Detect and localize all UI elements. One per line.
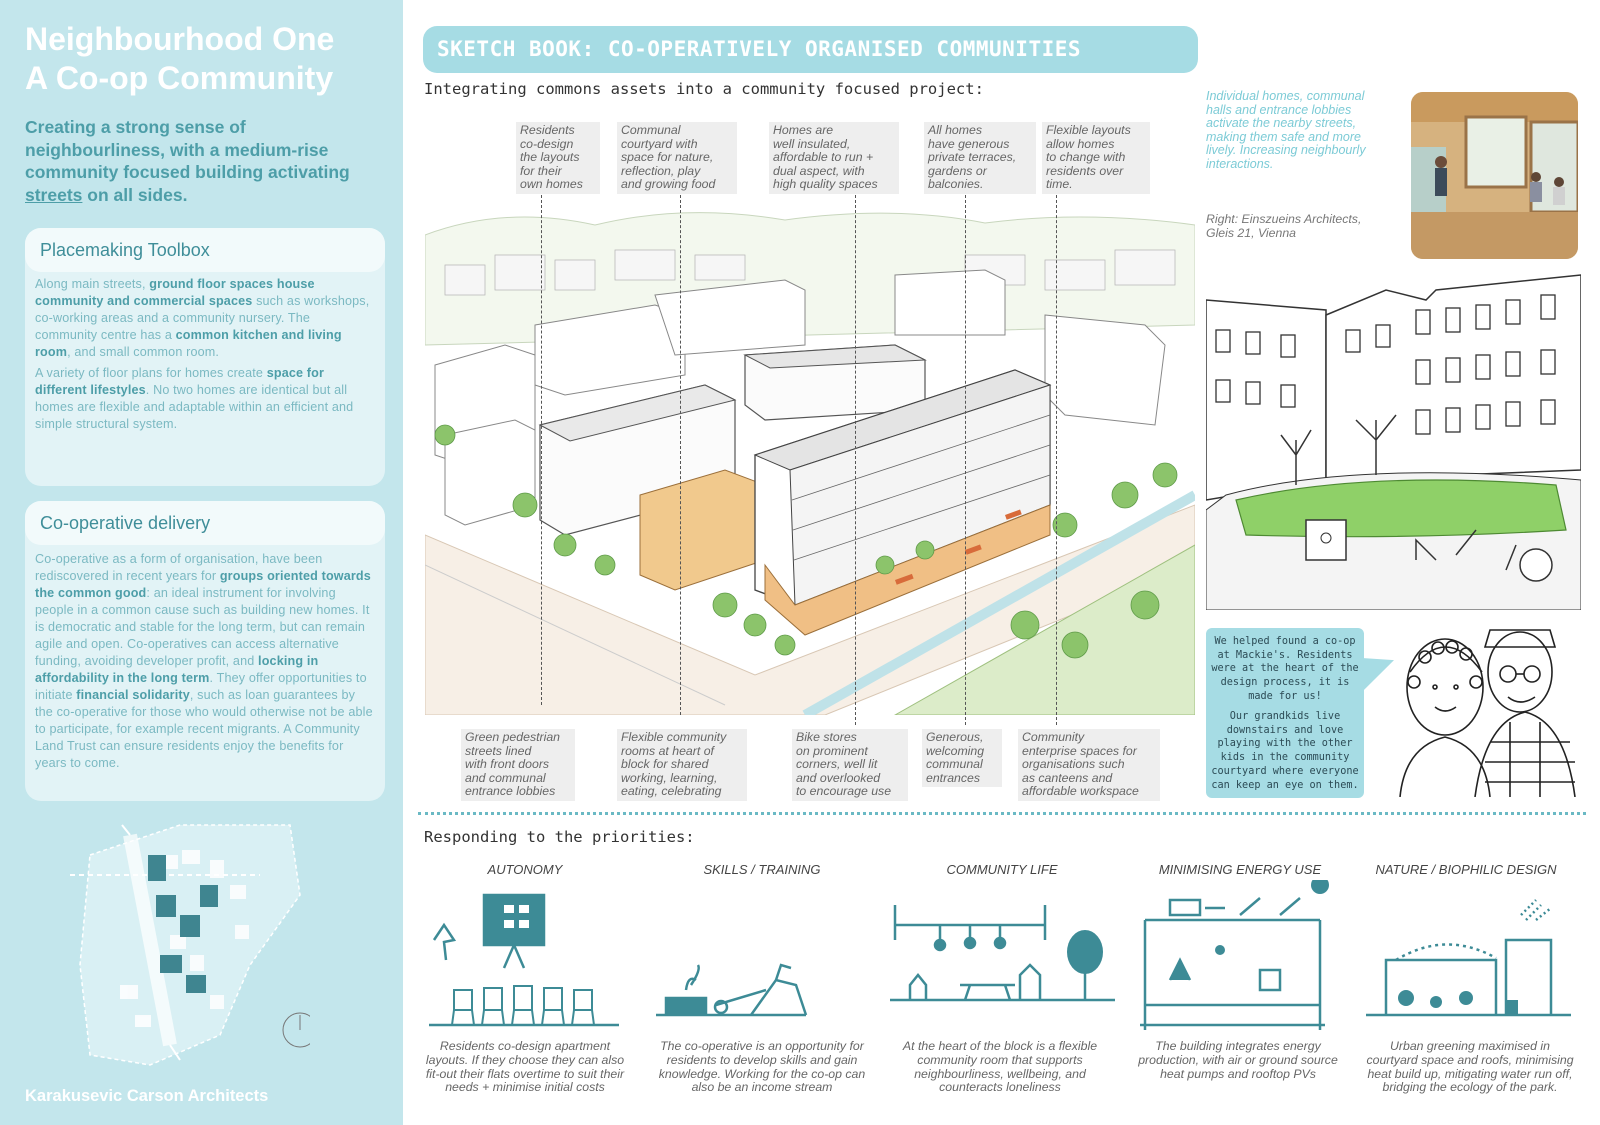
callout-green-streets: Green pedestrian streets lined with front doors and communal entrance lobbies [461, 729, 575, 801]
highlighted-phrase: common kitchen and living room [35, 328, 342, 359]
residents-couple-drawing [1390, 612, 1580, 797]
leader-line-3 [855, 195, 856, 725]
callout-communal-entrances: Generous, welcoming communal entrances [922, 729, 1002, 787]
priority-text-nature: Urban greening maximised in courtyard space and roofs, minimising heat build up, mitigating water run off, bridging the ecology of the park. [1366, 1039, 1574, 1095]
placemaking-toolbox-panel [25, 228, 385, 486]
practice-name-footer: Karakusevic Carson Architects [25, 1087, 269, 1105]
callout-community-rooms: Flexible community rooms at heart of block for shared working, learning, eating, celebrating [617, 729, 747, 801]
intro-text [25, 116, 380, 206]
toolbox-paragraph-1 [35, 276, 375, 361]
interior-photo [1411, 92, 1578, 259]
sketch-subtitle: Integrating commons assets into a community focused project: [424, 80, 984, 98]
skills-icon [656, 880, 856, 1030]
body-text-run: . No two homes are identical but all homes are flexible and adaptable within an efficient and simple structural system. [35, 383, 354, 431]
priority-title-autonomy: AUTONOMY [487, 862, 563, 877]
sidebar [0, 0, 403, 1125]
sketchbook-banner [423, 26, 1198, 73]
placemaking-toolbox-heading: Placemaking Toolbox [25, 228, 385, 272]
leader-line-5 [1056, 195, 1057, 725]
priority-text-community: At the heart of the block is a flexible community room that supports neighbourliness, wellbeing, and counteracts loneliness [902, 1039, 1098, 1095]
highlighted-phrase: locking in affordability in the long term [35, 654, 319, 685]
body-text-run: , and small common room. [67, 345, 220, 359]
nature-icon [1366, 880, 1576, 1030]
callout-insulated-homes: Homes are well insulated, affordable to run + dual aspect, with high quality spaces [769, 122, 899, 194]
delivery-paragraph [35, 551, 375, 772]
body-text-run: such as workshops, co-working areas and a community nursery. The community centre has a [35, 294, 370, 342]
leader-line-4 [965, 195, 966, 725]
callout-enterprise-spaces: Community enterprise spaces for organisations such as canteens and affordable workspace [1018, 729, 1160, 801]
autonomy-icon [424, 880, 624, 1030]
intro-text-start: Creating a strong sense of neighbourliness, with a medium-rise community focused building activating [25, 117, 350, 182]
placemaking-toolbox-body [25, 272, 385, 433]
page-title [25, 20, 395, 98]
body-text-run: Along main streets, [35, 277, 150, 291]
body-text-run: Co-operative as a form of organisation, have been rediscovered in recent years for [35, 552, 323, 583]
callout-co-design: Residents co-design the layouts for their own homes [516, 122, 600, 194]
body-text-run: A variety of floor plans for homes create [35, 366, 267, 380]
callout-private-terraces: All homes have generous private terraces, gardens or balconies. [924, 122, 1036, 194]
highlighted-phrase: ground floor spaces house community and commercial spaces [35, 277, 315, 308]
resident-quote-2: Our grandkids live downstairs and love playing with the other kids in the community courtyard where everyone can keep an eye on them. [1211, 711, 1359, 791]
activation-note: Individual homes, communal halls and entrance lobbies activate the nearby streets, making them safe and more lively. Increasing neighbourly interactions. [1206, 89, 1366, 171]
site-map-diagram [60, 815, 310, 1075]
highlighted-phrase: groups oriented towards the common good [35, 569, 371, 600]
callout-communal-courtyard: Communal courtyard with space for nature, reflection, play and growing food [617, 122, 737, 194]
callout-flexible-layouts: Flexible layouts allow homes to change with residents over time. [1042, 122, 1150, 194]
title-line-2: A Co-op Community [25, 60, 334, 96]
cooperative-delivery-panel [25, 501, 385, 801]
toolbox-paragraph-2 [35, 365, 375, 433]
intro-text-end: on all sides. [82, 184, 188, 205]
resident-quote-1: We helped found a co-op at Mackie's. Residents were at the heart of the design process, it is made for us! [1211, 636, 1359, 702]
section-divider [418, 812, 1586, 815]
callout-bike-stores: Bike stores on prominent corners, well lit and overlooked to encourage use [792, 729, 908, 801]
priority-title-nature: NATURE / BIOPHILIC DESIGN [1375, 862, 1557, 877]
priority-title-energy: MINIMISING ENERGY USE [1158, 862, 1322, 877]
leader-line-2 [680, 195, 681, 715]
priority-text-autonomy: Residents co-design apartment layouts. If they choose they can also fit-out their flats overtime to suit their needs + minimise initial costs [425, 1039, 625, 1095]
photo-credit: Right: Einszueins Architects, Gleis 21, Vienna [1206, 212, 1362, 240]
community-icon [890, 880, 1120, 1030]
body-text-run: . They offer opportunities to initiate [35, 671, 367, 702]
priority-title-community: COMMUNITY LIFE [946, 862, 1058, 877]
banner-title: SKETCH BOOK: CO-OPERATIVELY ORGANISED COMMUNITIES [437, 37, 1082, 61]
leader-line-1 [541, 195, 542, 705]
body-text-run: : an ideal instrument for involving people in a common cause such as building new homes. It is democratic and stable for the long term, but can remain agile and open. Co-operatives can access alternative funding, avoiding developer profit, and [35, 586, 370, 668]
courtyard-sketch [1206, 270, 1581, 610]
priority-title-skills: SKILLS / TRAINING [703, 862, 821, 877]
highlighted-phrase: space for different lifestyles [35, 366, 325, 397]
cooperative-delivery-body [25, 545, 385, 772]
cooperative-delivery-heading: Co-operative delivery [25, 501, 385, 545]
highlighted-phrase: financial solidarity [76, 688, 190, 702]
title-line-1: Neighbourhood One [25, 21, 335, 57]
speech-bubble-tail [1360, 642, 1394, 694]
body-text-run: , such as loan guarantees by the co-operative for those who would otherwise not be able to participate, for example recent migrants. A Community Land Trust can ensure residents enjoy the benefits for years to come. [35, 688, 373, 770]
intro-streets-link[interactable]: streets [25, 184, 83, 205]
priority-text-skills: The co-operative is an opportunity for residents to develop skills and gain knowledge. Working for the co-op can also be an income stream [658, 1039, 866, 1095]
priorities-heading: Responding to the priorities: [424, 828, 695, 846]
energy-icon [1140, 880, 1350, 1030]
priority-text-energy: The building integrates energy production, with air or ground source heat pumps and rooftop PVs [1138, 1039, 1338, 1081]
